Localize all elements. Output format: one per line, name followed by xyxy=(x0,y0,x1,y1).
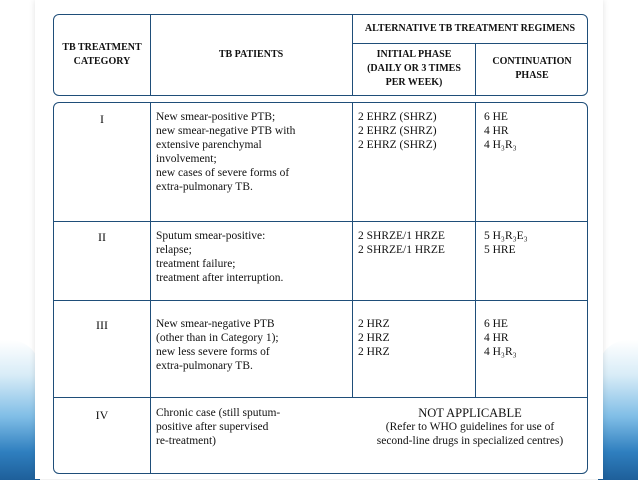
row-1-continuation-phase: 6 HE 4 HR 4 H₃R₃ xyxy=(484,111,517,151)
row-4-not-applicable: NOT APPLICABLE (Refer to WHO guidelines for use of second-line drugs in specialized centres) xyxy=(376,406,564,447)
water-splash-right-decoration xyxy=(598,340,638,480)
row-1-patients: New smear-positive PTB; new smear-negative PTB with extensive parenchymal involvement; new cases of severe forms of extra-pulmonary TB. xyxy=(156,111,296,193)
table-body xyxy=(53,102,588,474)
row-2-continuation-phase: 5 H₃R₃E₃ 5 HRE xyxy=(484,230,528,256)
row-2-category: II xyxy=(98,230,106,244)
row-3-continuation-phase: 6 HE 4 HR 4 H₃R₃ xyxy=(484,318,517,358)
row-3-initial-phase: 2 HRZ 2 HRZ 2 HRZ xyxy=(358,318,390,358)
slide-card xyxy=(35,0,603,479)
row-1-initial-phase: 2 EHRZ (SHRZ) 2 EHRZ (SHRZ) 2 EHRZ (SHRZ) xyxy=(358,111,437,151)
row-2-initial-phase: 2 SHRZE/1 HRZE 2 SHRZE/1 HRZE xyxy=(358,230,445,256)
header-continuation-phase: CONTINUATION PHASE xyxy=(492,56,572,81)
row-4-category: IV xyxy=(95,408,109,422)
row-3-category: III xyxy=(96,318,108,332)
header-initial-phase: INITIAL PHASE (DAILY OR 3 TIMES PER WEEK) xyxy=(367,49,461,88)
row-2-patients: Sputum smear-positive: relapse; treatment failure; treatment after interruption. xyxy=(156,230,284,284)
row-1-category: I xyxy=(100,112,104,126)
header-category: TB TREATMENT CATEGORY xyxy=(62,42,142,67)
header-alternative-regimens: ALTERNATIVE TB TREATMENT REGIMENS xyxy=(364,23,576,34)
header-patients: TB PATIENTS xyxy=(218,49,284,60)
row-3-patients: New smear-negative PTB (other than in Category 1); new less severe forms of extra-pulmonary TB. xyxy=(156,318,279,372)
table-header xyxy=(53,14,588,96)
water-splash-left-decoration xyxy=(0,340,40,480)
row-4-patients: Chronic case (still sputum- positive after supervised re-treatment) xyxy=(156,407,281,447)
